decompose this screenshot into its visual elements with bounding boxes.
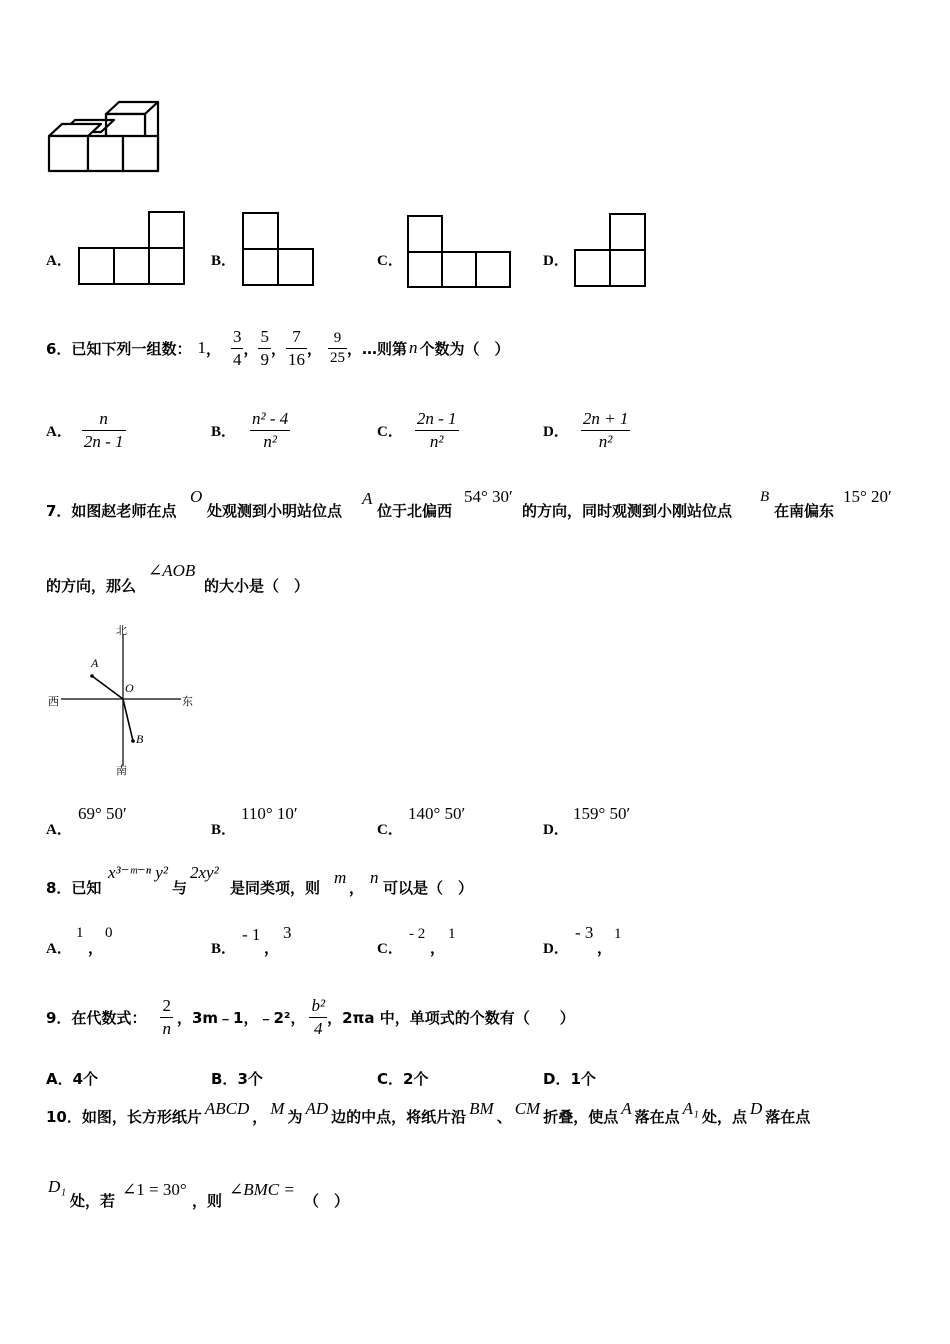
q10-text: 边的中点，将纸片沿 bbox=[331, 1108, 467, 1126]
q8-option-d-label[interactable]: D． bbox=[543, 941, 569, 957]
q6-prefix: 6．已知下列一组数： bbox=[46, 339, 192, 358]
q9-stem bbox=[46, 984, 575, 1050]
compass-figure bbox=[45, 620, 205, 778]
q6-option-a[interactable]: A． $\frac{n}{2n - 1}$ bbox=[46, 408, 124, 451]
q10-line2-a: 处，若 bbox=[70, 1192, 116, 1210]
q10-text: 落在点 bbox=[634, 1108, 680, 1126]
q9-mid: ，3m﹣1，﹣2²， bbox=[176, 1008, 306, 1027]
q8-term2: 2xy² bbox=[190, 863, 219, 882]
q10-text: 10．如图，长方形纸片 bbox=[46, 1108, 202, 1126]
q9-option-d[interactable]: D．1个 bbox=[543, 1070, 596, 1088]
q8-var-n: n bbox=[370, 868, 379, 887]
q10-text: ， bbox=[252, 1108, 268, 1126]
q10-text: 处，点 bbox=[701, 1108, 747, 1126]
compass-south-label: 南 bbox=[116, 764, 127, 777]
q10-text: 为 bbox=[287, 1108, 303, 1126]
q10-point-d1: D₁ bbox=[48, 1177, 67, 1196]
q7-point-a: A bbox=[362, 489, 373, 508]
q6-mid: ，…则第 bbox=[347, 339, 408, 358]
q8-option-b-comma: ， bbox=[264, 939, 280, 957]
q6-seq-first: 1 bbox=[197, 338, 206, 357]
q7-line2-b: 的大小是（ ） bbox=[204, 577, 310, 595]
q10-math-symbol: CM bbox=[514, 1099, 541, 1118]
q5-option-b-view[interactable] bbox=[242, 212, 314, 286]
q6-seq-term-3: $\frac{7}{16}$ bbox=[288, 326, 305, 369]
q7-option-a-label[interactable]: A． bbox=[46, 822, 72, 838]
q8-option-d-comma: ， bbox=[597, 939, 613, 957]
q7-line1-d: 的方向，同时观测到小刚站位点 bbox=[522, 502, 733, 520]
q8-option-a-v1[interactable]: 1 bbox=[76, 925, 84, 941]
q10-angle-bmc: ∠BMC = bbox=[229, 1180, 295, 1199]
q10-line1 bbox=[46, 1099, 906, 1127]
q10-text: 、 bbox=[496, 1108, 512, 1126]
compass-point-b-label: B bbox=[136, 732, 144, 746]
q8-option-a-v2[interactable]: 0 bbox=[105, 925, 113, 941]
q8-prefix: 8．已知 bbox=[46, 879, 102, 897]
q8-suffix-b: 可以是（ ） bbox=[383, 879, 474, 897]
q10-line2-c: （ ） bbox=[304, 1192, 350, 1210]
q8-suffix-a: 是同类项，则 bbox=[230, 879, 321, 897]
q8-option-b-label[interactable]: B． bbox=[211, 941, 237, 957]
q7-point-o: O bbox=[190, 487, 203, 506]
q7-angle1: 54° 30′ bbox=[464, 487, 513, 506]
q7-option-d-value[interactable]: 159° 50′ bbox=[573, 804, 631, 823]
q10-math-symbol: AD bbox=[305, 1099, 329, 1118]
q8-option-a-label[interactable]: A． bbox=[46, 941, 72, 957]
q10-angle-given: ∠1 = 30° bbox=[122, 1180, 187, 1199]
q8-term1: x³⁻ᵐ⁻ⁿ y² bbox=[108, 863, 168, 882]
q5-option-c-view[interactable] bbox=[407, 215, 513, 288]
q9-suffix: ，2πa 中，单项式的个数有（ ） bbox=[327, 1008, 575, 1027]
q10-text: 落在点 bbox=[765, 1108, 811, 1126]
q7-option-b-label[interactable]: B． bbox=[211, 822, 237, 838]
q6-seq-term-4: $\frac{9}{25}$ bbox=[330, 329, 346, 366]
q9-prefix: 9．在代数式： bbox=[46, 1008, 147, 1027]
q8-option-d-v1[interactable]: - 3 bbox=[575, 923, 594, 942]
q9-fraction-2: $\frac{\text{b²}}{4}$ bbox=[311, 995, 326, 1038]
compass-point-o-label: O bbox=[125, 681, 134, 695]
q5-option-d-label[interactable]: D． bbox=[543, 253, 569, 269]
q9-fraction-1: $\frac{2}{n}$ bbox=[162, 995, 171, 1038]
q7-option-d-label[interactable]: D． bbox=[543, 822, 569, 838]
q8-option-b-v2[interactable]: 3 bbox=[283, 923, 292, 942]
q7-line1-e: 在南偏东 bbox=[774, 502, 835, 520]
q9-option-a[interactable]: A．4个 bbox=[46, 1070, 99, 1088]
q5-option-a-view[interactable] bbox=[78, 210, 186, 286]
q10-line2-b: ，则 bbox=[192, 1192, 223, 1210]
q10-math-symbol: A bbox=[621, 1099, 632, 1118]
q6-seq-term-2: $\frac{5}{9}$ bbox=[260, 326, 269, 369]
q6-var-n: n bbox=[409, 338, 418, 357]
q7-line1-c: 位于北偏西 bbox=[377, 502, 453, 520]
q8-option-c-v1[interactable]: - 2 bbox=[409, 926, 426, 942]
q9-option-c[interactable]: C．2个 bbox=[377, 1070, 429, 1088]
q8-mid: 与 bbox=[172, 879, 188, 897]
compass-east-label: 东 bbox=[182, 695, 193, 708]
q10-math-symbol: D bbox=[749, 1099, 763, 1118]
compass-point-a-label: A bbox=[91, 656, 99, 670]
q7-option-b-value[interactable]: 110° 10′ bbox=[241, 804, 298, 823]
q10-math-symbol: M bbox=[270, 1099, 285, 1118]
q10-text: 折叠，使点 bbox=[543, 1108, 619, 1126]
q8-option-d-v2[interactable]: 1 bbox=[614, 926, 622, 942]
q8-option-c-v2[interactable]: 1 bbox=[448, 926, 456, 942]
q8-option-c-comma: ， bbox=[430, 939, 446, 957]
q6-option-b[interactable]: B． $\frac{\text{n² - 4}}{\text{n²}}$ bbox=[211, 408, 289, 451]
q6-comma: ， bbox=[205, 339, 221, 358]
q8-var-m: m bbox=[334, 868, 347, 887]
q6-suffix: 个数为（ ） bbox=[419, 339, 510, 358]
compass-west-label: 西 bbox=[48, 695, 59, 708]
q5-option-a-label[interactable]: A． bbox=[46, 253, 72, 269]
q6-option-c[interactable]: C． $\frac{2n - 1}{\text{n²}}$ bbox=[377, 408, 457, 451]
q10-math-symbol: BM bbox=[469, 1099, 494, 1118]
stacked-cubes-figure bbox=[44, 96, 164, 178]
q6-seq-term-1: $\frac{3}{4}$ bbox=[232, 326, 242, 369]
q7-line1-b: 处观测到小明站位点 bbox=[207, 502, 343, 520]
q9-option-b[interactable]: B．3个 bbox=[211, 1070, 263, 1088]
q6-stem: 6．已知下列一组数： 1 ， $\frac{3}{4}$ ， $\frac{5}{9}$ ， $\frac{7}{16}$ ， $\frac{9}{25}$ ，…则第 n 个数为（ ） bbox=[46, 326, 510, 369]
q7-angle2: 15° 20′ bbox=[843, 487, 892, 506]
q7-angle-name: ∠AOB bbox=[148, 561, 196, 580]
q8-option-a-comma: ， bbox=[88, 939, 104, 957]
q7-option-c-value[interactable]: 140° 50′ bbox=[408, 804, 466, 823]
q7-line1-a: 7．如图赵老师在点 bbox=[46, 502, 177, 520]
q10-math-symbol: A₁ bbox=[682, 1099, 699, 1118]
q10-math-symbol: ABCD bbox=[204, 1099, 250, 1118]
q8-option-b-v1[interactable]: - 1 bbox=[242, 925, 261, 944]
q7-option-c-label[interactable]: C． bbox=[377, 822, 403, 838]
q7-option-a-value[interactable]: 69° 50′ bbox=[78, 804, 127, 823]
q5-option-d-view[interactable] bbox=[574, 212, 648, 288]
q8-option-c-label[interactable]: C． bbox=[377, 941, 403, 957]
q7-point-b: B bbox=[760, 489, 770, 505]
q7-line2-a: 的方向，那么 bbox=[46, 577, 137, 595]
compass-north-label: 北 bbox=[116, 624, 127, 637]
q6-option-d[interactable]: D． $\frac{2n + 1}{\text{n²}}$ bbox=[543, 408, 629, 451]
q5-option-c-label[interactable]: C． bbox=[377, 253, 403, 269]
q5-option-b-label[interactable]: B． bbox=[211, 253, 237, 269]
q8-comma: ， bbox=[349, 879, 365, 897]
